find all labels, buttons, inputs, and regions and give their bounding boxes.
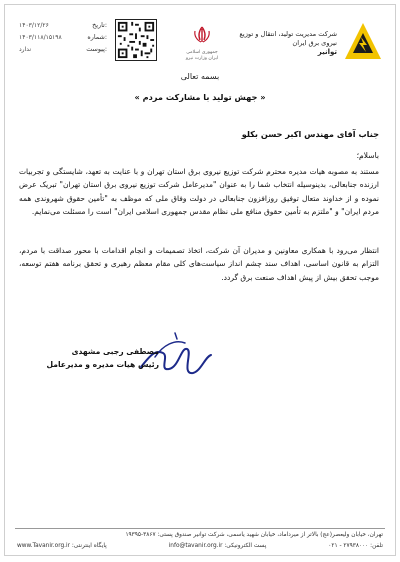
signer-name: مصطفی رجبی مشهدی xyxy=(71,347,159,356)
attachment-row xyxy=(19,43,107,55)
greeting: باسلام؛ xyxy=(356,151,379,160)
company-name-full: شرکت مدیریت تولید، انتقال و توزیع نیروی برق ایران xyxy=(239,30,337,47)
company-name-short: توانیر xyxy=(317,48,337,56)
letter-page xyxy=(4,4,396,556)
footer-phone: تلفن: ۲۷۹۳۸۰۰۰ - ۰۲۱ xyxy=(328,543,383,549)
paragraph-1: مستند به مصوبه هیات مدیره محترم شرکت توزیع نیروی برق استان تهران و با عنایت به تعهد، شایستگی و تجربیات ارزنده جنابعالی، بدینوسیله انتخاب شما را به عنوان "مدیرعامل شرکت توزیع نیروی برق استان تهران" تبریک عرض نموده و از خداوند متعال توفیق روزافزون جنابعالی در دولت وفاق ملی که موظف به "تأمین حقوق شهروندی همه مردم ایران" و "ملتزم به تأمین حقوق منافع ملی نظام مقدس جمهوری اسلامی ایران" است را مسئلت می‌نمایم. xyxy=(19,167,379,216)
iran-emblem-icon xyxy=(183,25,221,45)
signer-title: رئیس هیات مدیره و مدیرعامل xyxy=(46,360,159,369)
recipient: جناب آقای مهندس اکبر حسن بکلو xyxy=(241,129,379,139)
paragraph-2: انتظار می‌رود با همکاری معاونین و مدیران آن شرکت، اتخاذ تصمیمات و انجام اقدامات با محور صداقت با مردم، التزام به قانون اساسی، اهداف سند چشم انداز سیاست‌های کلی مقام معظم رهبری و تحقق برنامه هفتم توسعه، موجب تحقق بیش از پیش اهداف صنعت برق گردد. xyxy=(19,246,379,282)
footer-email: پست الکترونیکی: info@tavanir.org.ir xyxy=(168,543,267,549)
footer-contacts xyxy=(17,543,383,549)
number-row xyxy=(19,31,107,43)
bismillah: بسمه تعالی xyxy=(180,72,220,81)
signer-block xyxy=(46,345,159,371)
number-value: ۱۴۰۳/۱۱۸/۱۵۱۹۸ xyxy=(19,33,62,41)
number-label: شماره: xyxy=(87,33,107,41)
date-value: ۱۴۰۳/۱۲/۲۶ xyxy=(19,21,49,29)
footer-address: تهران، خیابان ولیعصر(عج) بالاتر از میرداماد، خیابان شهید یاسمی، شرکت توانیر صندوق پستی: ۳۸۶۷-۱۹۳۹۵ xyxy=(125,532,383,538)
slogan: « جهش تولید با مشارکت مردم » xyxy=(134,92,266,102)
company-name xyxy=(227,30,337,57)
attachment-value: ندارد xyxy=(19,45,32,53)
qr-code-icon xyxy=(115,19,157,61)
date-row xyxy=(19,19,107,31)
date-label: تاریخ: xyxy=(92,21,107,29)
letter-meta xyxy=(19,19,107,55)
tavanir-logo-icon xyxy=(341,19,385,63)
footer-divider xyxy=(15,528,385,529)
emblem xyxy=(183,25,221,62)
footer-website: پایگاه اینترنتی: www.Tavanir.org.ir xyxy=(17,543,107,549)
attachment-label: پیوست: xyxy=(86,45,107,53)
emblem-caption: جمهوری اسلامی ایران وزارت نیرو xyxy=(185,50,219,61)
